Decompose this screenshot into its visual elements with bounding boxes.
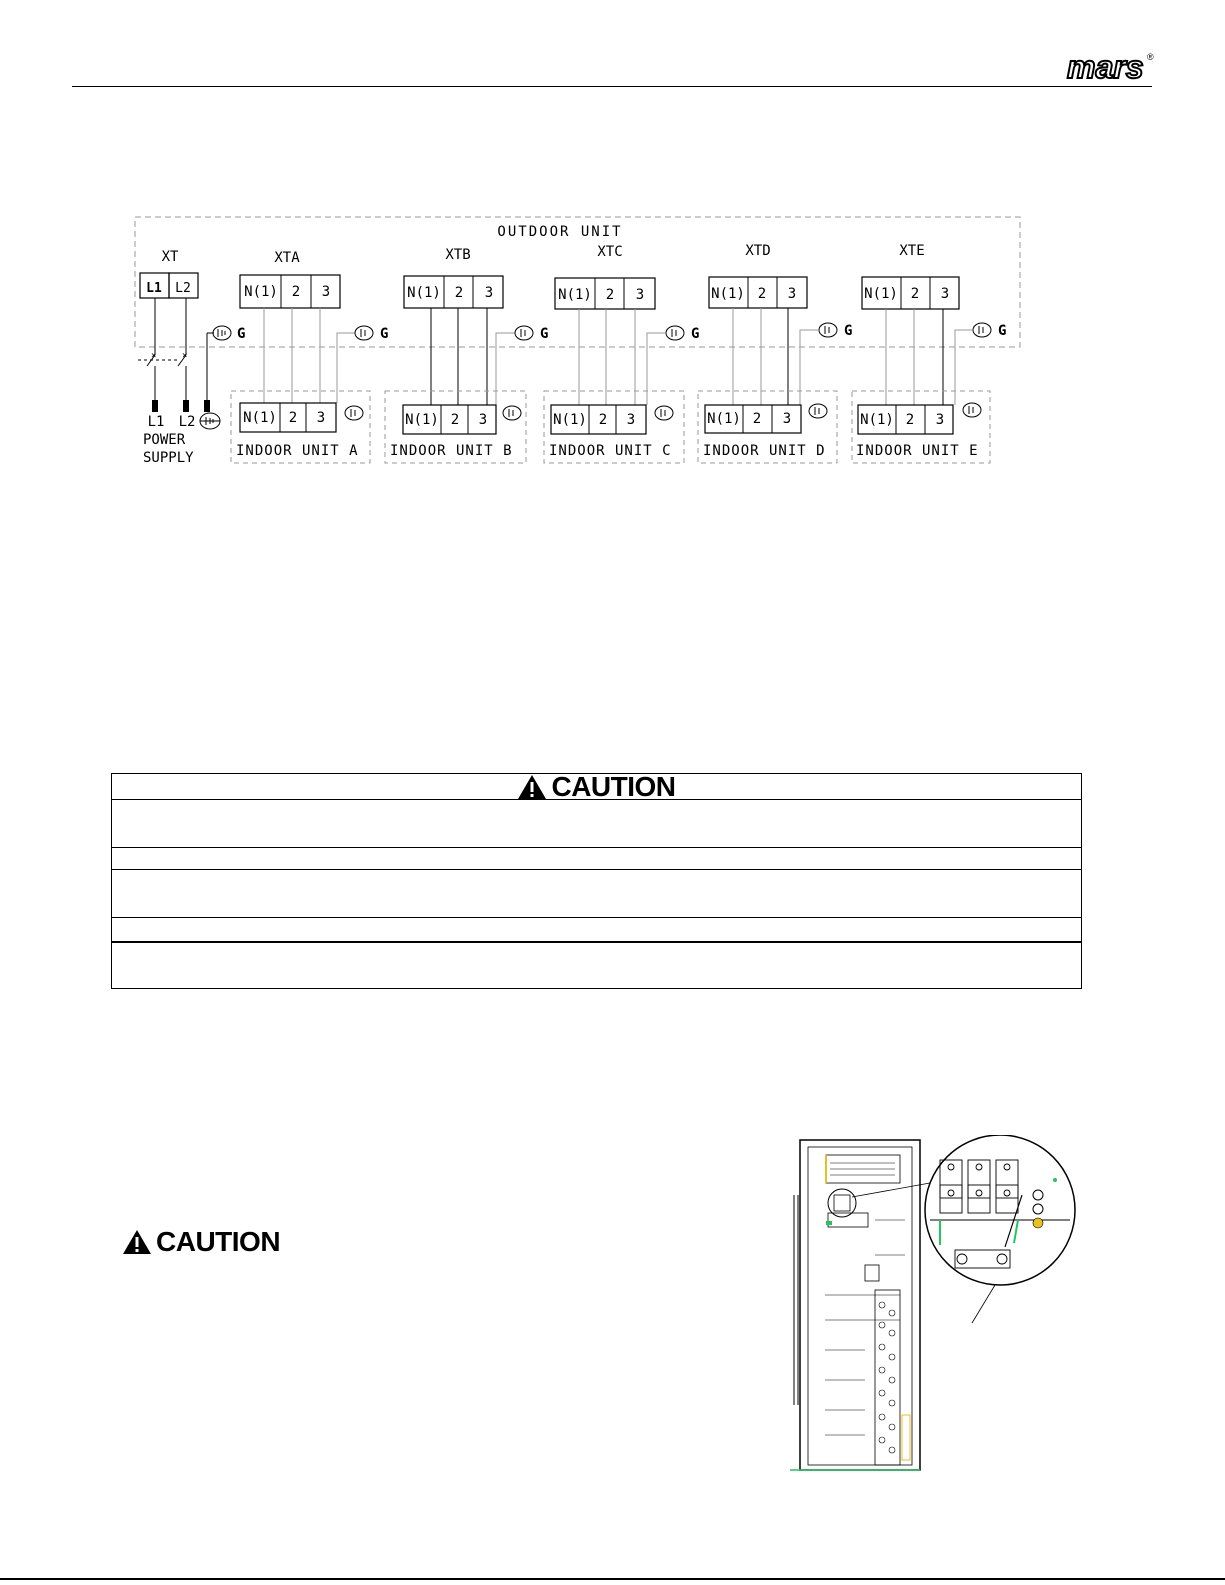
- caution-row: [112, 848, 1081, 870]
- ground-icon: [655, 406, 673, 420]
- ground-icon: [666, 326, 684, 340]
- svg-text:N(1): N(1): [553, 412, 587, 428]
- terminal-block-xtc: [544, 244, 699, 463]
- svg-text:N(1): N(1): [243, 410, 277, 426]
- warning-icon: [517, 774, 547, 800]
- svg-text:XTA: XTA: [274, 250, 300, 266]
- xt-label: XT: [161, 249, 179, 265]
- svg-text:3: 3: [782, 411, 792, 427]
- outdoor-unit-label: OUTDOOR UNIT: [497, 224, 623, 240]
- caution-row: [112, 918, 1081, 942]
- svg-text:3: 3: [935, 412, 945, 428]
- terminal-block-xta: [231, 250, 388, 463]
- svg-text:XTC: XTC: [597, 244, 623, 260]
- svg-text:N(1): N(1): [707, 411, 741, 427]
- ground-icon: [515, 326, 533, 340]
- svg-text:N(1): N(1): [244, 284, 278, 300]
- ground-icon: [200, 413, 220, 429]
- svg-text:3: 3: [478, 412, 488, 428]
- svg-text:×: ×: [151, 351, 157, 361]
- indoor-unit-b-label: INDOOR UNIT B: [390, 443, 513, 459]
- svg-text:G: G: [844, 323, 853, 339]
- ground-icon: [809, 404, 827, 418]
- svg-text:G: G: [998, 323, 1007, 339]
- svg-text:2: 2: [598, 412, 608, 428]
- footer-rule: [0, 1578, 1225, 1580]
- ground-label: G: [237, 326, 246, 342]
- power-supply-line2: SUPPLY: [143, 450, 194, 466]
- caution-row: [112, 870, 1081, 918]
- caution-row: [112, 942, 1081, 988]
- warning-icon: [122, 1229, 152, 1255]
- svg-text:2: 2: [605, 287, 615, 303]
- svg-text:mars: mars: [1067, 50, 1144, 84]
- svg-text:3: 3: [484, 285, 494, 301]
- caution-table: [111, 770, 1082, 989]
- svg-text:N(1): N(1): [405, 412, 439, 428]
- svg-text:G: G: [691, 326, 700, 342]
- svg-text:2: 2: [752, 411, 762, 427]
- ground-icon: [213, 326, 231, 340]
- svg-text:N(1): N(1): [864, 286, 898, 302]
- svg-text:2: 2: [450, 412, 460, 428]
- svg-text:3: 3: [626, 412, 636, 428]
- ground-icon: [819, 323, 837, 337]
- svg-text:N(1): N(1): [860, 412, 894, 428]
- svg-text:XTD: XTD: [745, 243, 771, 259]
- ground-icon: [345, 406, 363, 420]
- xt-terminal-l1: L1: [146, 281, 162, 296]
- xt-terminal-l2: L2: [175, 281, 191, 296]
- caution-row: [112, 800, 1081, 848]
- ground-icon: [503, 406, 521, 420]
- terminal-block-xtd: [698, 243, 852, 463]
- svg-text:2: 2: [910, 286, 920, 302]
- ground-icon: [963, 403, 981, 417]
- power-supply-line1: POWER: [143, 432, 186, 448]
- indoor-unit-e-label: INDOOR UNIT E: [856, 443, 979, 459]
- svg-text:N(1): N(1): [711, 286, 745, 302]
- svg-text:3: 3: [635, 287, 645, 303]
- wiring-diagram: [0, 0, 1225, 480]
- svg-text:2: 2: [905, 412, 915, 428]
- terminal-block-xte: [852, 243, 1006, 463]
- svg-text:G: G: [540, 326, 549, 342]
- terminal-block-xtb: [385, 247, 548, 463]
- svg-text:XTB: XTB: [445, 247, 471, 263]
- indoor-unit-c-label: INDOOR UNIT C: [549, 443, 672, 459]
- svg-text:2: 2: [291, 284, 301, 300]
- caution-heading-title: CAUTION: [156, 1226, 281, 1257]
- svg-text:®: ®: [1147, 52, 1154, 62]
- svg-text:2: 2: [288, 410, 298, 426]
- svg-text:N(1): N(1): [407, 285, 441, 301]
- svg-text:3: 3: [940, 286, 950, 302]
- indoor-unit-d-label: INDOOR UNIT D: [703, 443, 826, 459]
- svg-text:2: 2: [757, 286, 767, 302]
- power-supply-l1: L1: [147, 414, 165, 430]
- caution-table-header: [112, 770, 1081, 802]
- caution-table-title: CAUTION: [551, 770, 676, 802]
- ground-icon: [973, 323, 991, 337]
- power-supply-l2: L2: [178, 414, 196, 430]
- outdoor-unit-drawing: [790, 1135, 1090, 1485]
- svg-text:N(1): N(1): [558, 287, 592, 303]
- svg-text:3: 3: [316, 410, 326, 426]
- svg-text:×: ×: [182, 351, 188, 361]
- ground-icon: [355, 326, 373, 340]
- svg-text:G: G: [380, 326, 389, 342]
- svg-text:3: 3: [321, 284, 331, 300]
- svg-text:2: 2: [454, 285, 464, 301]
- indoor-unit-a-label: INDOOR UNIT A: [236, 443, 359, 459]
- caution-heading: [122, 1228, 280, 1256]
- svg-text:XTE: XTE: [899, 243, 925, 259]
- svg-text:3: 3: [787, 286, 797, 302]
